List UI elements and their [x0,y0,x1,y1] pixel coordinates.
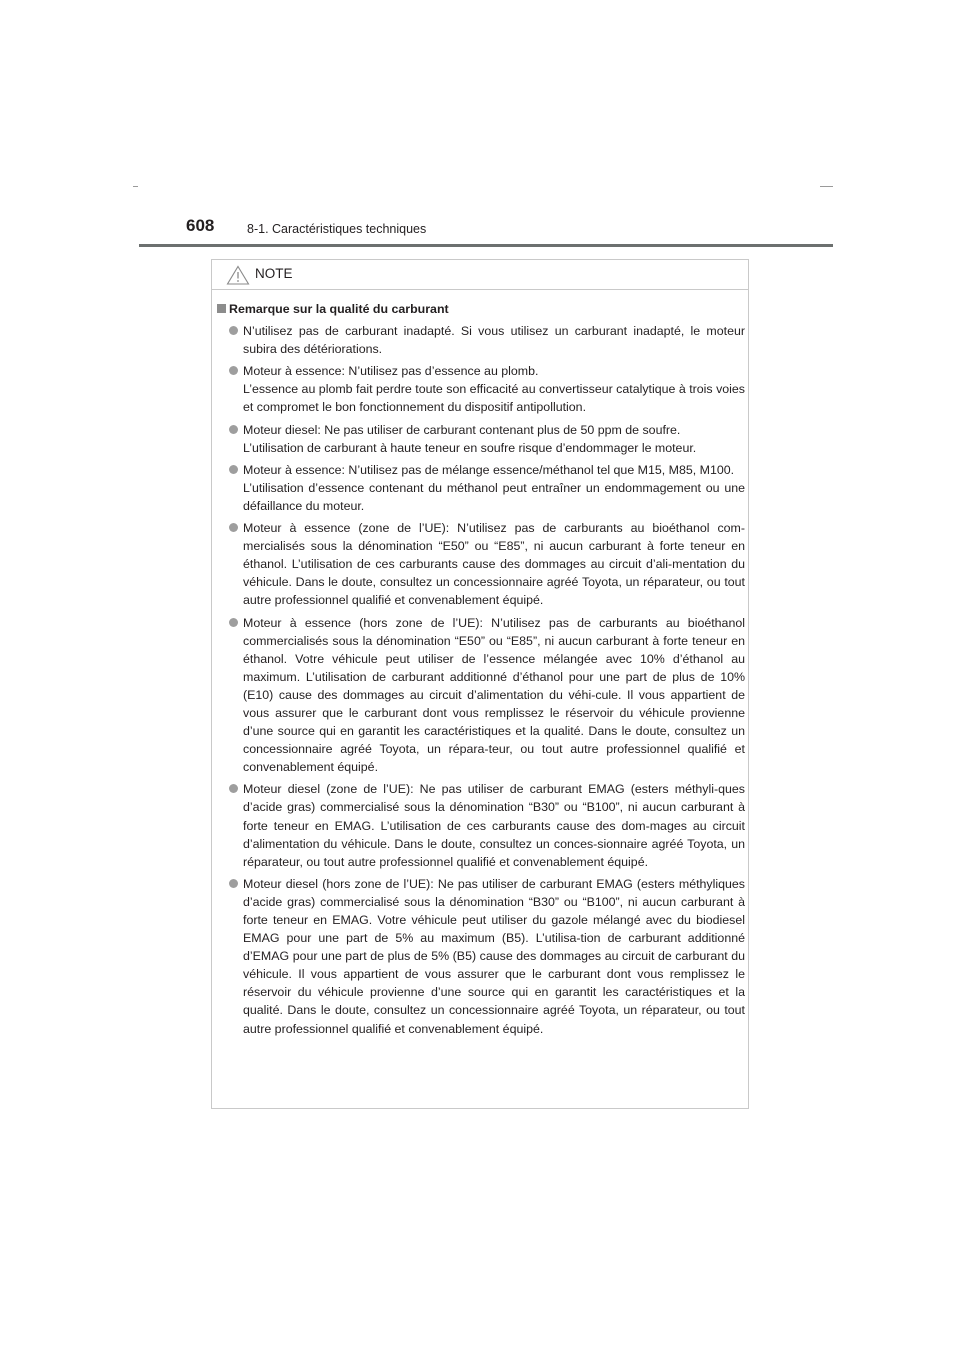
note-item-text: L’utilisation d’essence contenant du méthanol peut entraîner un endommagement ou une défaillance du moteur. [243,480,745,513]
crop-mark-left [133,186,138,187]
round-bullet-icon [229,523,238,532]
note-item-text: Moteur à essence: N’utilisez pas d’essence au plomb. [243,364,539,379]
round-bullet-icon [229,784,238,793]
page-number: 608 [186,216,215,235]
round-bullet-icon [229,326,238,335]
note-box [211,259,749,1109]
note-item-text: Moteur à essence (hors zone de l’UE): N’utilisez pas de carburants au bioéthanol commercialisés sous la dénomination “E50” ou “E85”, ni aucun carburant à forte teneur en éthanol. Votre véhicule peut utiliser de l’essence mélangée avec 10% d’éthanol au maximum. L’utilisation de carburant additionné d’éthanol pour une part de plus de 10% (E10) cause des dommages au circuit d’alimentation du véhi-cule. Il vous appartient de vous assurer que le carburant dont vous remplissez le réservoir du véhicule provienne d’une source qui en garantit les caractéristiques et la qualité. Dans le doute, consultez un concessionnaire agréé Toyota, un répara-teur, ou tout autre professionnel qualifié et convenablement équipé. [243,615,745,775]
round-bullet-icon [229,618,238,627]
crop-mark-right [820,186,833,187]
header-rule [139,244,833,247]
warning-triangle-icon [226,265,250,285]
note-item-text: Moteur diesel: Ne pas utiliser de carburant contenant plus de 50 ppm de soufre. [243,422,681,437]
note-item-text: Moteur diesel (hors zone de l’UE): Ne pas utiliser de carburant EMAG (esters méthyliques d’acide gras) commercialisé sous la dénomination “B30” ou “B100”, ni aucun carburant à forte teneur en EMAG. Votre véhicule peut utiliser du gazole mélangé avec du biodiesel EMAG pour une part de 5% au maximum (B5). L’utilisa-tion de carburant additionné d’EMAG pour une part de plus de 5% (B5) cause des dommages au circuit de carburant du véhicule. Il vous appartient de vous assurer que le carburant dont vous remplissez le réservoir du véhicule provienne d’une source qui en garantit les caractéristiques et la qualité. Dans le doute, consultez un concessionnaire agréé Toyota, un réparateur, ou tout autre professionnel qualifié et convenablement équipé. [243,876,745,1036]
round-bullet-icon [229,879,238,888]
note-item [217,519,745,609]
note-item-text: L’essence au plomb fait perdre toute son efficacité au convertisseur catalytique à trois voies et compromet le bon fonctionnement du dispositif antipollution. [243,382,745,415]
round-bullet-icon [229,366,238,375]
note-item [217,461,745,515]
note-item-text: Moteur diesel (zone de l’UE): Ne pas utiliser de carburant EMAG (esters méthyli-ques d’acide gras) commercialisé sous la dénomination “B30” ou “B100”, ni aucun carburant à forte teneur en EMAG. L’utilisation de ces carburants cause des dom-mages au circuit d’alimentation du véhicule. Dans le doute, consultez un conces-sionnaire agréé Toyota, un réparateur, ou tout autre professionnel qualifié et convenablement équipé. [243,782,745,869]
square-bullet-icon [217,304,226,313]
round-bullet-icon [229,425,238,434]
note-item-text: N’utilisez pas de carburant inadapté. Si vous utilisez un carburant inadapté, le moteur subira des détériorations. [243,324,745,357]
note-item [217,322,745,358]
note-body [217,300,745,1042]
note-subheading-text: Remarque sur la qualité du carburant [229,302,449,316]
note-item-text: L’utilisation de carburant à haute teneur en soufre risque d’endommager le moteur. [243,440,697,455]
round-bullet-icon [229,465,238,474]
note-item [217,780,745,870]
note-item [217,875,745,1038]
note-label: NOTE [255,266,293,281]
note-item [217,362,745,416]
note-item [217,614,745,777]
note-item-text: Moteur à essence: N’utilisez pas de mélange essence/méthanol tel que M15, M85, M100. [243,462,735,477]
note-header [212,260,748,290]
note-subheading [217,300,745,318]
note-item-text: Moteur à essence (zone de l’UE): N’utilisez pas de carburants au bioéthanol com-mercialisés sous la dénomination “E50” ou “E85”, ni aucun carburant à forte teneur en éthanol. L’utilisation de ces carburants cause des dommages au circuit d’ali-mentation du véhicule. Dans le doute, consultez un concessionnaire agréé Toyota, un réparateur, ou tout autre professionnel qualifié et convenablement équipé. [243,521,745,608]
section-title: 8-1. Caractéristiques techniques [247,222,427,236]
note-item [217,421,745,457]
